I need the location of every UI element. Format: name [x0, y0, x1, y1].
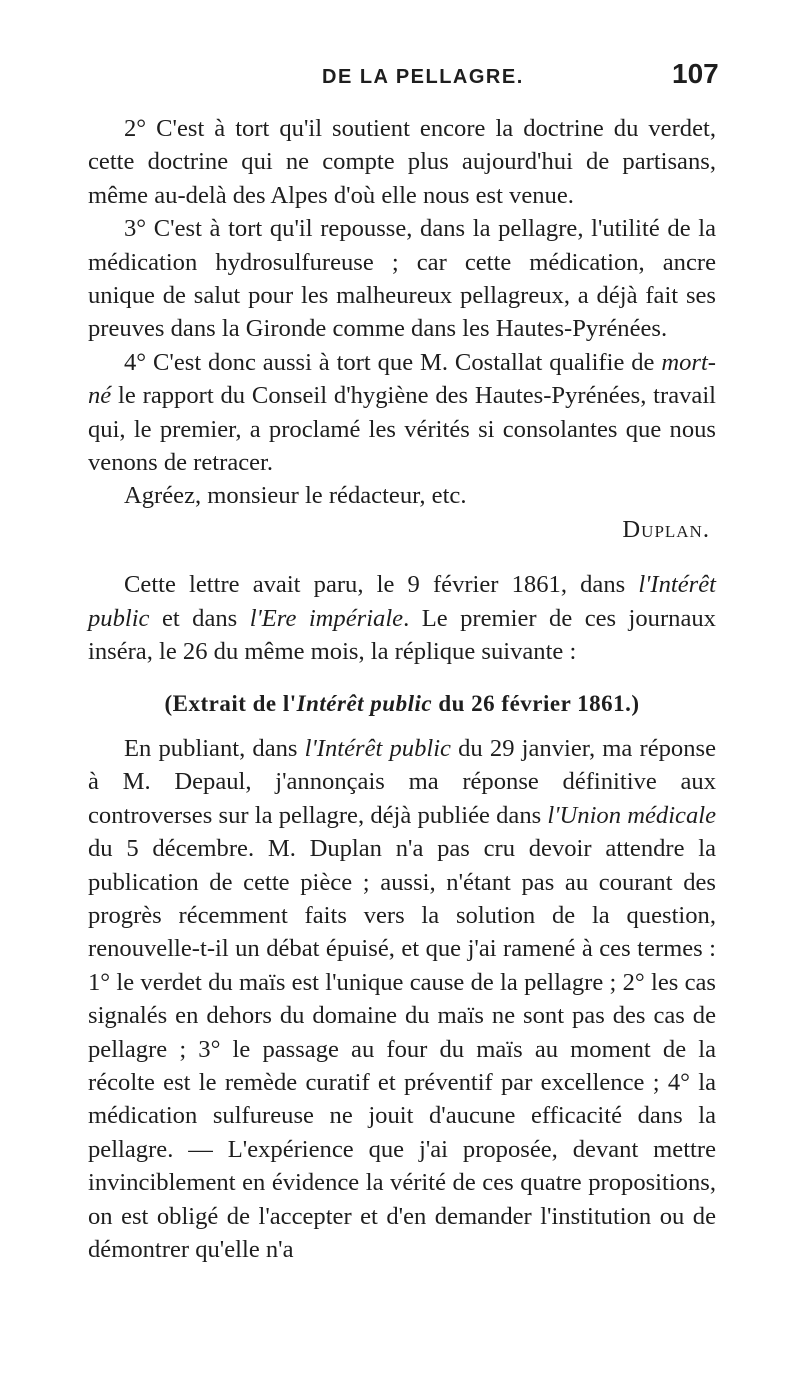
- page-header: [0, 60, 801, 100]
- paragraph-point-2: 2° C'est à tort qu'il soutient encore la doctrine du verdet, cette doctrine qui ne compte plus aujourd'hui de partisans, même au-delà des Alpes d'où elle nous est venue.: [88, 115, 716, 209]
- running-head: DE LA PELLAGRE.: [322, 66, 524, 88]
- text-run: du 5 décembre. M. Duplan n'a pas cru devoir attendre la publication de cette pièce ; aussi, n'étant pas au courant des progrès récemment faits vers la solution de la question, renouvelle-t-il un débat épuisé, et que j'ai ramené à ces termes : 1° le verdet du maïs est l'unique cause de la pellagre ; 2° les cas signalés en dehors du domaine du maïs ne sont pas des cas de pellagre ; 3° le passage au four du maïs au moment de la récolte est le remède curatif et préventif par excellence ; 4° la médication sulfureuse ne jouit d'aucune efficacité dans la pellagre. — L'expérience que j'ai proposée, devant mettre invinciblement en évidence la vérité de ces quatre propositions, on est obligé de l'accepter et d'en demander l'institution ou de démontrer qu'elle n'a: [88, 835, 716, 1263]
- journal-title: l'Ere impériale: [249, 604, 404, 632]
- journal-title: l'Intérêt public: [304, 734, 451, 762]
- journal-title: l'Intérêt public: [88, 571, 716, 632]
- text-run: En publiant, dans: [124, 734, 305, 762]
- journal-title: Intérêt public: [296, 690, 433, 716]
- text-run: du 29 janvier, ma réponse à M. Depaul, j'annonçais ma réponse définitive aux controverses sur la pellagre, déjà publiée dans: [88, 734, 716, 829]
- text-run: le rapport du Conseil d'hygiène des Hautes-Pyrénées, travail qui, le premier, a proclamé les vérités si consolantes que nous venons de retracer.: [88, 382, 716, 477]
- italic-term: mort-né: [88, 348, 716, 410]
- paragraph-point-3: 3° C'est à tort qu'il repousse, dans la pellagre, l'utilité de la médication hydrosulfureuse ; car cette médication, ancre unique de salut pour les malheureux pellagreux, a déjà fait ses preuves dans la Gironde comme dans les Hautes-Pyrénées.: [88, 215, 716, 343]
- paragraph-point-4: [88, 346, 716, 480]
- section-heading: [88, 687, 716, 720]
- closing-salutation: Agréez, monsieur le rédacteur, etc.: [124, 482, 467, 510]
- paragraph-reply: [88, 732, 716, 1267]
- text-run: . Le premier de ces journaux inséra, le 26 du même mois, la réplique suivante :: [88, 604, 716, 666]
- page-number: 107: [672, 58, 719, 89]
- heading-run: (Extrait de l': [164, 690, 297, 716]
- journal-title: l'Union médicale: [547, 801, 716, 829]
- body-text: [88, 112, 716, 1266]
- paragraph-context: [88, 568, 716, 668]
- text-run: 4° C'est donc aussi à tort que M. Costallat qualifie de: [124, 348, 662, 376]
- heading-run: du 26 février 1861.): [432, 690, 640, 716]
- text-run: et dans: [149, 604, 250, 632]
- text-run: Cette lettre avait paru, le 9 février 1861, dans: [124, 571, 639, 599]
- signature: Duplan.: [622, 515, 710, 543]
